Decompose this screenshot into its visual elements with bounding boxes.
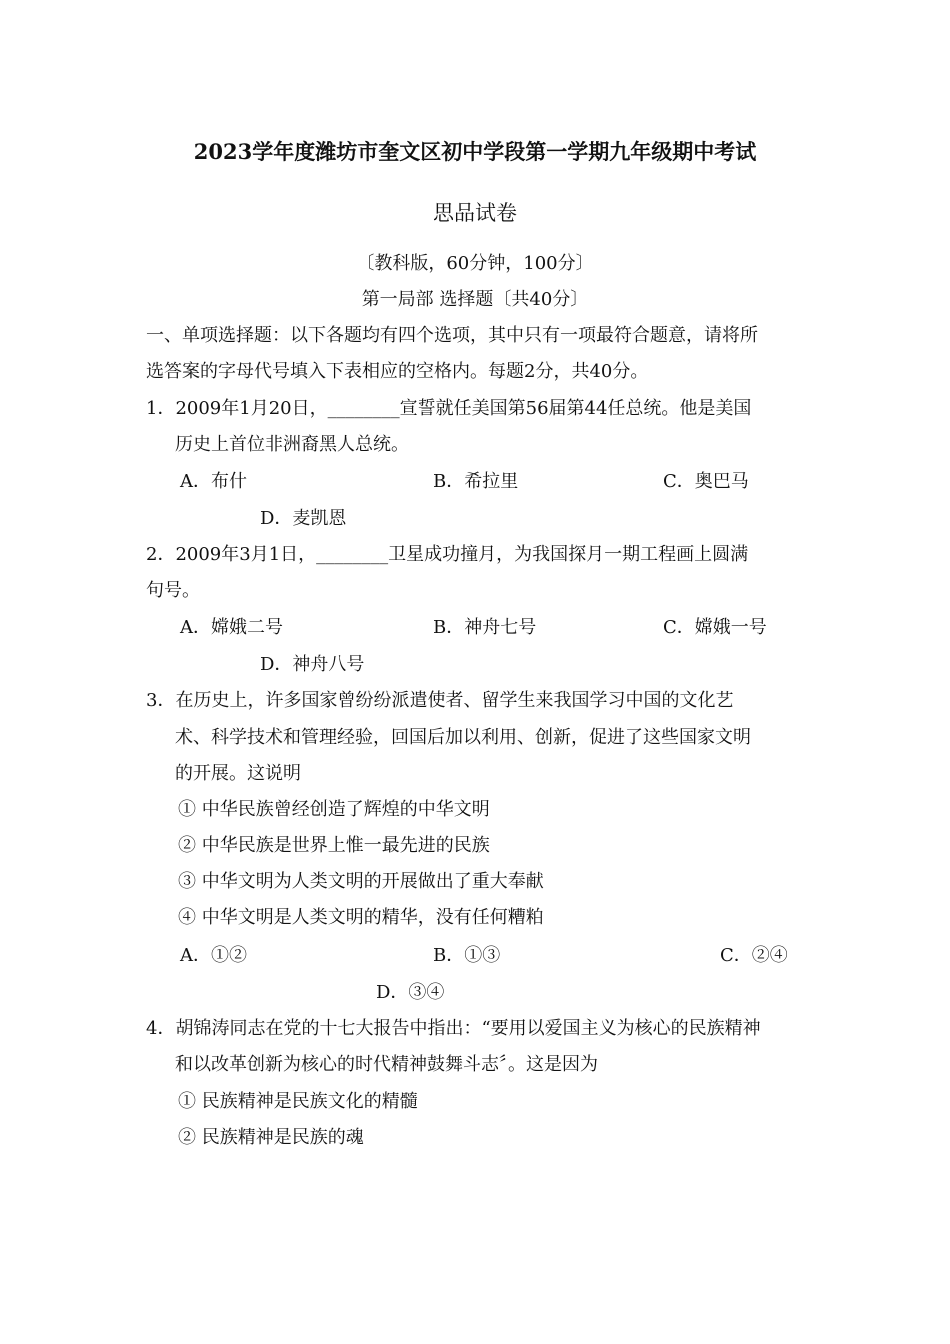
exam-title: 2023学年度潍坊市奎文区初中学段第一学期九年级期中考试 bbox=[193, 139, 757, 164]
question-1-option-c: C．奥巴马 bbox=[663, 471, 749, 492]
question-2-option-a: A．嫦娥二号 bbox=[180, 617, 283, 638]
question-3-option-a: A．①② bbox=[180, 945, 247, 966]
question-4-text: 和以改革创新为核心的时代精神鼓舞斗志〞。这是因为 bbox=[175, 1054, 598, 1075]
instructions-line: 选答案的字母代号填入下表相应的空格内。每题2分，共40分。 bbox=[146, 361, 649, 382]
question-2-text: 2．2009年3月1日，________卫星成功撞月，为我国探月一期工程画上圆满 bbox=[146, 544, 749, 565]
question-3-text: 3．在历史上，许多国家曾纷纷派遣使者、留学生来我国学习中国的文化艺 bbox=[146, 690, 734, 711]
question-3-statement: ③ 中华文明为人类文明的开展做出了重大奉献 bbox=[178, 871, 544, 892]
question-4-text: 4．胡锦涛同志在党的十七大报告中指出：“要用以爱国主义为核心的民族精神 bbox=[146, 1018, 761, 1039]
question-1-text: 历史上首位非洲裔黑人总统。 bbox=[175, 434, 409, 455]
question-2-option-d: D．神舟八号 bbox=[260, 654, 365, 675]
part-heading: 第一局部 选择题〔共40分〕 bbox=[361, 289, 589, 310]
question-2-text: 句号。 bbox=[146, 580, 200, 601]
question-1-option-d: D．麦凯恩 bbox=[260, 508, 347, 529]
exam-meta: 〔教科版，60分钟，100分〕 bbox=[356, 253, 594, 274]
question-3-option-c: C．②④ bbox=[720, 945, 788, 966]
question-4-statement: ① 民族精神是民族文化的精髓 bbox=[178, 1091, 418, 1112]
question-3-text: 的开展。这说明 bbox=[175, 763, 301, 784]
exam-subtitle: 思品试卷 bbox=[433, 201, 517, 225]
question-3-statement: ④ 中华文明是人类文明的精华，没有任何糟粕 bbox=[178, 907, 544, 928]
question-2-option-b: B．神舟七号 bbox=[433, 617, 537, 638]
question-3-statement: ② 中华民族是世界上惟一最先进的民族 bbox=[178, 835, 490, 856]
question-1-option-a: A．布什 bbox=[180, 471, 247, 492]
question-1-text: 1．2009年1月20日，________宣誓就任美国第56届第44任总统。他是美国 bbox=[146, 398, 752, 419]
question-3-option-b: B．①③ bbox=[433, 945, 501, 966]
question-1-option-b: B．希拉里 bbox=[433, 471, 519, 492]
instructions-line: 一、单项选择题：以下各题均有四个选项，其中只有一项最符合题意，请将所 bbox=[146, 325, 758, 346]
question-3-text: 术、科学技术和管理经验，回国后加以利用、创新，促进了这些国家文明 bbox=[175, 727, 751, 748]
question-4-statement: ② 民族精神是民族的魂 bbox=[178, 1127, 364, 1148]
question-3-statement: ① 中华民族曾经创造了辉煌的中华文明 bbox=[178, 799, 490, 820]
question-3-option-d: D．③④ bbox=[376, 982, 445, 1003]
question-2-option-c: C．嫦娥一号 bbox=[663, 617, 767, 638]
